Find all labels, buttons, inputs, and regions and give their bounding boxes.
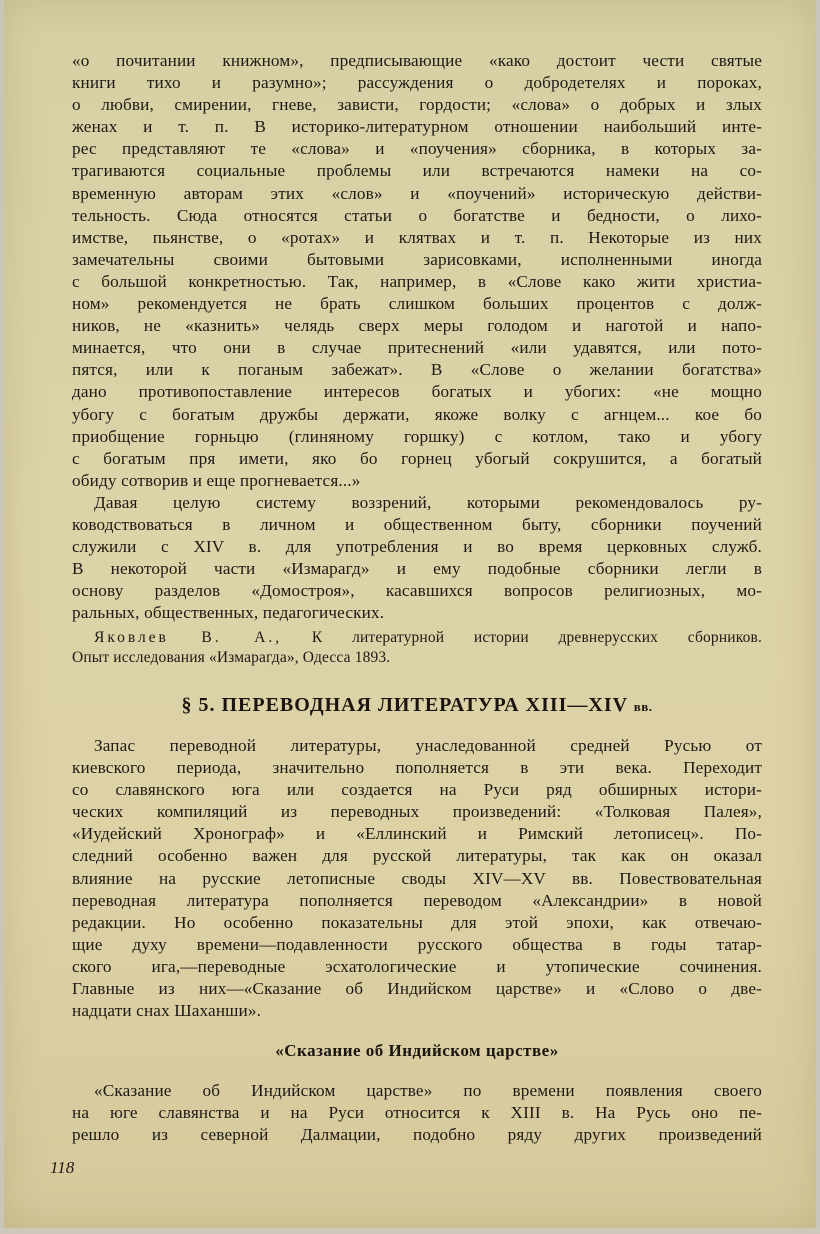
paragraph-indian-kingdom xyxy=(72,1080,762,1146)
page-number: 118 xyxy=(50,1158,75,1177)
text-line: трагиваются социальные проблемы или встречаются намеки на со- xyxy=(72,161,762,181)
text-line: имстве, пьянстве, о «ротах» и клятвах и т. п. Некоторые из них xyxy=(72,227,762,247)
text-line: на юге славянства и на Руси относится к XIII в. На Русь оно пе- xyxy=(72,1103,762,1123)
text-line: В некоторой части «Измарагд» и ему подобные сборники легли в xyxy=(72,559,762,579)
text-line: минается, что они в случае притеснений «или удавятся, или пото- xyxy=(72,338,762,358)
reference-line xyxy=(72,628,762,648)
text-line: щие духу времени—подавленности русского общества в годы татар- xyxy=(72,934,762,954)
text-line: обиду сотворив и еще прогневается...» xyxy=(72,470,361,490)
text-line: «Сказание об Индийском царстве» по времени появления своего xyxy=(94,1081,762,1100)
text-line: киевского периода, значительно пополняется в эти века. Переходит xyxy=(72,758,762,778)
text-line: с большой конкретностью. Так, например, в «Слове како жити христиа- xyxy=(72,271,762,291)
page-right-edge xyxy=(816,0,820,1234)
text-line: женах и т. п. В историко-литературном отношении наибольший инте- xyxy=(72,117,762,137)
text-line: со славянского юга или создается на Руси ряд обширных истори- xyxy=(72,780,762,800)
text-line: Запас переводной литературы, унаследованной средней Русью от xyxy=(94,736,762,755)
text-line: ников, не «казнить» челядь сверх меры голодом и наготой и напо- xyxy=(72,316,762,336)
section-heading-main: § 5. ПЕРЕВОДНАЯ ЛИТЕРАТУРА XIII—XIV xyxy=(181,694,628,716)
text-line: надцати снах Шаханши». xyxy=(72,1001,262,1021)
text-line: тельность. Сюда относятся статьи о богатстве и бедности, о лихо- xyxy=(72,205,762,225)
reference-author: Яковлев В. А., xyxy=(94,629,283,646)
paragraph-translated-literature xyxy=(72,735,762,1022)
text-line: замечательны своими бытовыми зарисовками, исполненными иногда xyxy=(72,249,762,269)
text-line: следний особенно важен для русской литературы, так как он оказал xyxy=(72,846,762,866)
text-line: ческих компиляций из переводных произведений: «Толковая Палея», xyxy=(72,802,762,822)
text-line: временную авторам этих «слов» и «поучений» историческую действи- xyxy=(72,183,762,203)
text-line: рес представляют те «слова» и «поучения» сборника, в которых за- xyxy=(72,139,762,159)
text-line: переводная литература пополняется переводом «Александрии» в новой xyxy=(72,890,762,910)
text-line: о любви, смирении, гневе, зависти, гордости; «слова» о добрых и злых xyxy=(72,95,762,115)
text-line: убогу с богатым дружбы держати, якоже волку с агнцем... кое бо xyxy=(72,404,762,424)
text-line: влияние на русские летописные своды XIV—XV вв. Повествовательная xyxy=(72,868,762,888)
text-line: редакции. Но особенно показательны для этой эпохи, как отвечаю- xyxy=(72,912,762,932)
text-line: «Иудейский Хронограф» и «Еллинский и Римский летописец». По- xyxy=(72,824,762,844)
text-line: приобщение горньцю (глиняному горшку) с котлом, тако и убогу xyxy=(72,426,762,446)
paragraph-system-of-views xyxy=(72,492,762,625)
text-line: с богатым пря имети, яко бо горнец убогый сокрушится, а богатый xyxy=(72,448,762,468)
text-line: решло из северной Далмации, подобно ряду других произведений xyxy=(72,1125,762,1145)
text-line: дано противопоставление интересов богатых и убогих: «не мощно xyxy=(72,382,762,402)
text-line: книги тихо и разумно»; рассуждения о добродетелях и пороках, xyxy=(72,73,762,93)
section-heading xyxy=(72,694,762,717)
subsection-heading: «Сказание об Индийском царстве» xyxy=(275,1041,559,1060)
text-line: основу разделов «Домостроя», касавшихся вопросов религиозных, мо- xyxy=(72,581,762,601)
text-line: ского ига,—переводные эсхатологические и утопические сочинения. xyxy=(72,956,762,976)
bibliographic-reference xyxy=(72,628,762,668)
text-line: ральных, общественных, педагогических. xyxy=(72,603,385,623)
text-line: «о почитании книжном», предписывающие «како достоит чести святые xyxy=(72,51,762,70)
text-line: ном» рекомендуется не брать слишком больших процентов с долж- xyxy=(72,294,762,314)
text-line: пятся, или к поганым забежат». В «Слове о желании богатства» xyxy=(72,360,762,380)
text-line: Главные из них—«Сказание об Индийском царстве» и «Слово о две- xyxy=(72,979,762,999)
paragraph-continuation xyxy=(72,50,762,492)
text-line: Давая целую систему воззрений, которыми рекомендовалось ру- xyxy=(94,493,762,512)
text-line: ководствоваться в личном и общественном быту, сборники поучений xyxy=(72,515,762,535)
section-heading-suffix: вв. xyxy=(633,699,653,714)
reference-line: Опыт исследования «Измарагда», Одесса 1893. xyxy=(72,649,391,666)
text-line: служили с XIV в. для употребления и во время церковных служб. xyxy=(72,537,762,557)
page-bottom-edge xyxy=(0,1228,820,1234)
reference-title: К литературной истории древнерусских сборников. xyxy=(311,629,763,646)
